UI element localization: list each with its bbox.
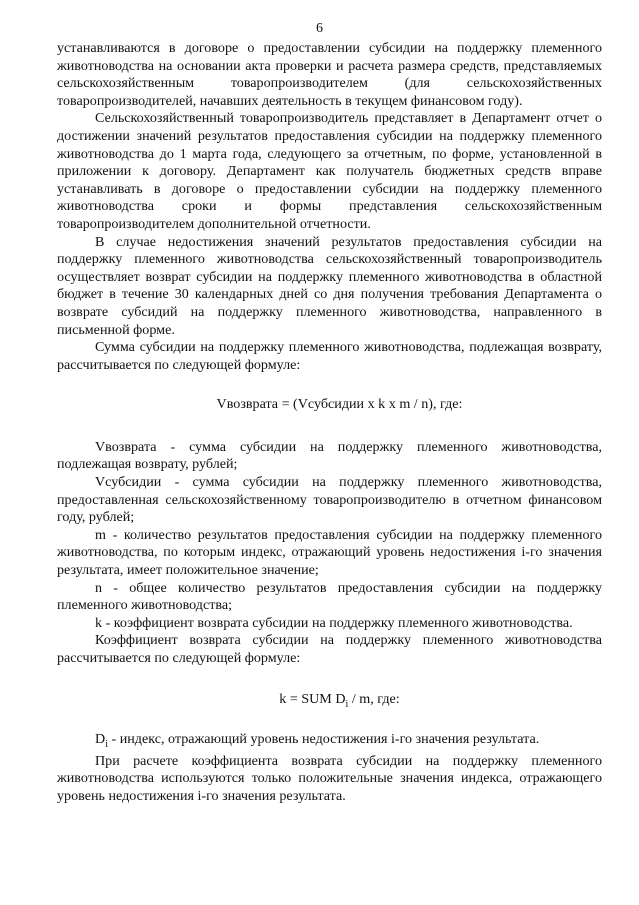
formula-coefficient-subscript: i [345, 698, 349, 710]
paragraph-refund-formula-intro: Сумма субсидии на поддержку племенного животноводства, подлежащая возврату, рассчитывается по следующей формуле: [57, 339, 602, 373]
definition-m: m - количество результатов предоставления субсидии на поддержку племенного животноводства, по которым индекс, отражающий уровень недостижения i-го значения результата, имеет положительное значение; [57, 526, 602, 579]
formula-coefficient-rhs: / m, где: [348, 690, 400, 707]
definition-di [57, 731, 602, 749]
paragraph-report-submission: Сельскохозяйственный товаропроизводитель представляет в Департамент отчет о достижении значений результатов предоставления субсидии на поддержку племенного животноводства до 1 марта года, следующего за отчетным, по форме, установленной в приложении к договору. Департамент как получатель бюджетных средств вправе устанавливать в договоре о предоставлении субсидии на поддержку племенного животноводства сроки и формы представления сельскохозяйственным товаропроизводителем дополнительной отчетности. [57, 110, 602, 232]
definition-di-subscript: i [105, 739, 108, 750]
page-number: 6 [316, 21, 323, 36]
document-body [57, 40, 602, 806]
formula-coefficient [57, 691, 602, 709]
definition-k: k - коэффициент возврата субсидии на поддержку племенного животноводства. [95, 614, 573, 631]
paragraph-subsidy-contract: устанавливаются в договоре о предоставлении субсидии на поддержку племенного животноводства на основании акта проверки и расчета размера средств, представляемых сельскохозяйственным товаропроизводителем (для сельскохозяйственных товаропроизводителей, начавших деятельность в текущем финансовом году). [57, 40, 602, 109]
formula-refund-amount: Vвозврата = (Vсубсидии x k x m / n), где: [216, 396, 463, 413]
definition-v-subsidy: Vсубсидии - сумма субсидии на поддержку племенного животноводства, предоставленная сельскохозяйственному товаропроизводителю в отчетном финансовом году, рублей; [57, 474, 602, 526]
definition-di-text: - индекс, отражающий уровень недостижения i-го значения результата. [107, 731, 540, 748]
definition-di-symbol: D [95, 731, 106, 748]
paragraph-subsidy-refund: В случае недостижения значений результатов предоставления субсидии на поддержку племенного животноводства сельскохозяйственный товаропроизводитель осуществляет возврат субсидии на поддержку племенного животноводства в областной бюджет в течение 30 календарных дней со дня получения требования Департамента о возврате субсидий на поддержку племенного животноводства, направленного в письменной форме. [57, 233, 602, 338]
paragraph-positive-index-values: При расчете коэффициента возврата субсидии на поддержку племенного животноводства используются только положительные значения индекса, отражающего уровень недостижения i-го значения результата. [57, 752, 602, 804]
formula-coefficient-lhs: k = SUM D [279, 690, 346, 707]
definition-n: n - общее количество результатов предоставления субсидии на поддержку племенного животноводства; [57, 579, 602, 614]
definition-v-return: Vвозврата - сумма субсидии на поддержку племенного животноводства, подлежащая возврату, рублей; [57, 438, 602, 473]
paragraph-coefficient-formula-intro: Коэффициент возврата субсидии на поддержку племенного животноводства рассчитывается по следующей формуле: [57, 632, 602, 666]
